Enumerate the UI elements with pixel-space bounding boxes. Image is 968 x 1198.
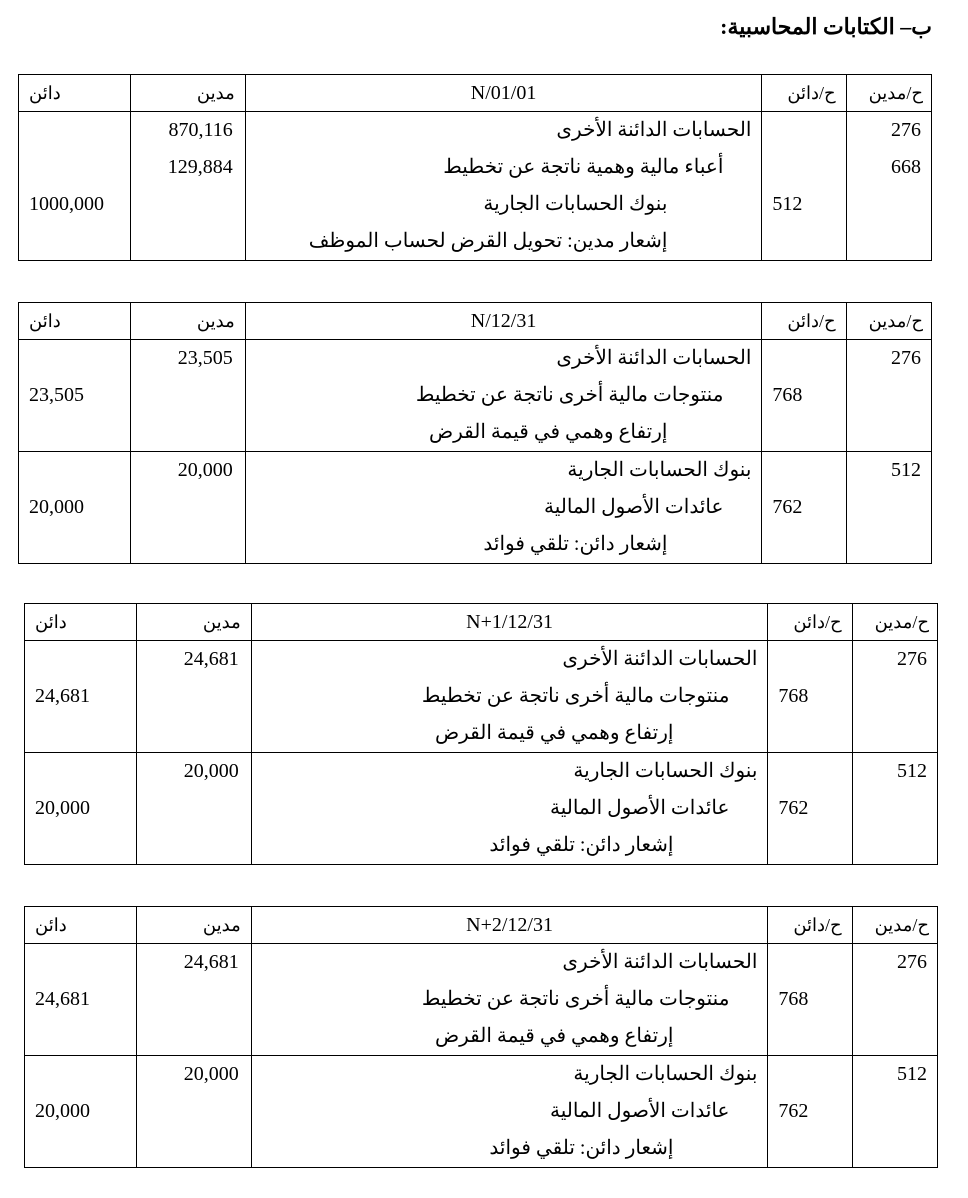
debit-account-number (847, 526, 931, 563)
debit-account-number (847, 223, 931, 260)
debit-account-number (853, 827, 937, 864)
description-line: إشعار مدين: تحويل القرض لحساب الموظف (308, 230, 668, 252)
credit-amount (19, 112, 130, 149)
credit-account-number: 768 (778, 988, 809, 1010)
journal-table (18, 302, 932, 564)
credit-account-number (762, 223, 845, 260)
entry-description-cell (245, 452, 762, 564)
debit-account-cell (852, 1056, 937, 1168)
column-header-credit: دائن (25, 907, 137, 944)
credit-account-number (762, 414, 845, 451)
debit-account-number (853, 678, 937, 715)
credit-amount-cell (19, 340, 131, 452)
credit-amount (25, 1018, 136, 1055)
credit-account-number (768, 1056, 851, 1093)
debit-amount: 20,000 (183, 760, 239, 782)
column-header-debit-account: ح/مدين (846, 75, 931, 112)
description-line: عائدات الأصول المالية (549, 1100, 730, 1122)
debit-amount-cell (137, 1056, 251, 1168)
description-line: بنوك الحسابات الجارية (573, 1063, 758, 1085)
debit-account-number (853, 790, 937, 827)
section-heading: ب– الكتابات المحاسبية: (720, 14, 932, 39)
debit-amount (137, 678, 250, 715)
debit-amount-cell (137, 753, 251, 865)
journal-entry-row (25, 1056, 938, 1168)
debit-amount (137, 790, 250, 827)
credit-amount (25, 753, 136, 790)
debit-amount-cell (137, 944, 251, 1056)
description-line: الحسابات الدائنة الأخرى (556, 119, 752, 141)
credit-account-number (768, 827, 851, 864)
credit-amount: 24,681 (35, 685, 90, 707)
description-line: منتوجات مالية أخرى ناتجة عن تخطيط (421, 685, 730, 707)
credit-amount (19, 452, 130, 489)
debit-amount (131, 414, 244, 451)
debit-account-number (847, 186, 931, 223)
credit-amount (25, 1130, 136, 1167)
journal-entry-row (25, 944, 938, 1056)
credit-amount (19, 223, 130, 260)
description-line: إرتفاع وهمي في قيمة القرض (434, 722, 674, 744)
debit-amount (131, 186, 244, 223)
description-line: الحسابات الدائنة الأخرى (556, 347, 752, 369)
credit-amount (25, 641, 136, 678)
debit-account-number: 276 (891, 119, 921, 141)
credit-account-number (762, 526, 845, 563)
debit-account-cell (852, 641, 937, 753)
column-header-credit-account: ح/دائن (768, 604, 852, 641)
debit-account-number (847, 489, 931, 526)
debit-amount: 20,000 (177, 459, 233, 481)
credit-amount-cell (25, 1056, 137, 1168)
credit-account-number: 762 (778, 1100, 809, 1122)
credit-account-cell (768, 641, 852, 753)
journal-date: N/01/01 (245, 75, 762, 112)
credit-amount (25, 1056, 136, 1093)
credit-amount (19, 526, 130, 563)
column-header-debit-account: ح/مدين (852, 604, 937, 641)
credit-account-number (762, 452, 845, 489)
credit-amount: 24,681 (35, 988, 90, 1010)
debit-amount (137, 1130, 250, 1167)
credit-account-number (768, 944, 851, 981)
entry-description-cell (245, 112, 762, 261)
credit-amount (19, 340, 130, 377)
debit-account-number: 512 (897, 1063, 927, 1085)
credit-amount: 1000,000 (29, 193, 104, 215)
debit-amount: 20,000 (183, 1063, 239, 1085)
debit-account-number (847, 414, 931, 451)
debit-amount-cell (131, 340, 245, 452)
debit-account-number (853, 1093, 937, 1130)
credit-amount: 20,000 (35, 1100, 90, 1122)
credit-account-number: 768 (772, 384, 803, 406)
column-header-credit-account: ح/دائن (762, 303, 846, 340)
credit-account-number (768, 753, 851, 790)
debit-account-number: 276 (897, 648, 927, 670)
description-line: الحسابات الدائنة الأخرى (562, 951, 758, 973)
debit-account-number (853, 1130, 937, 1167)
debit-amount (137, 1018, 250, 1055)
description-line: بنوك الحسابات الجارية (573, 760, 758, 782)
journal-entry-row (25, 753, 938, 865)
column-header-credit: دائن (19, 75, 131, 112)
description-line: منتوجات مالية أخرى ناتجة عن تخطيط (415, 384, 724, 406)
credit-account-cell (762, 340, 846, 452)
credit-account-number: 768 (778, 685, 809, 707)
credit-amount: 20,000 (29, 496, 84, 518)
description-line: إشعار دائن: تلقي فوائد (489, 834, 674, 856)
debit-amount: 24,681 (183, 648, 239, 670)
debit-amount: 129,884 (167, 156, 233, 178)
debit-account-number: 512 (897, 760, 927, 782)
credit-amount: 20,000 (35, 797, 90, 819)
debit-amount-cell (131, 452, 245, 564)
debit-account-cell (852, 753, 937, 865)
debit-account-cell (846, 112, 931, 261)
credit-account-number (768, 1130, 851, 1167)
journal-date: N+1/12/31 (251, 604, 768, 641)
journal-entry-row (19, 452, 932, 564)
description-line: عائدات الأصول المالية (549, 797, 730, 819)
credit-account-number (762, 149, 845, 186)
credit-amount-cell (19, 112, 131, 261)
entry-description-cell (245, 340, 762, 452)
journal-entry-row (19, 112, 932, 261)
credit-amount (25, 827, 136, 864)
credit-account-number (768, 1018, 851, 1055)
debit-account-number: 276 (897, 951, 927, 973)
credit-amount: 23,505 (29, 384, 84, 406)
credit-account-number (768, 715, 851, 752)
debit-account-number (853, 715, 937, 752)
debit-amount (131, 526, 244, 563)
column-header-credit: دائن (25, 604, 137, 641)
debit-amount (131, 223, 244, 260)
debit-account-number: 512 (891, 459, 921, 481)
credit-amount (19, 149, 130, 186)
credit-account-number: 762 (778, 797, 809, 819)
column-header-credit-account: ح/دائن (762, 75, 846, 112)
description-line: أعباء مالية وهمية ناتجة عن تخطيط (443, 156, 724, 178)
credit-account-cell (762, 112, 846, 261)
description-line: عائدات الأصول المالية (543, 496, 724, 518)
credit-account-number (762, 112, 845, 149)
entry-description-cell (251, 641, 768, 753)
debit-account-number: 668 (891, 156, 921, 178)
debit-amount (137, 827, 250, 864)
description-line: الحسابات الدائنة الأخرى (562, 648, 758, 670)
column-header-debit: مدين (137, 907, 251, 944)
debit-amount (137, 1093, 250, 1130)
debit-amount: 870,116 (168, 119, 233, 141)
column-header-credit: دائن (19, 303, 131, 340)
column-header-debit: مدين (131, 303, 245, 340)
debit-account-number (853, 1018, 937, 1055)
journal-entry-row (19, 340, 932, 452)
debit-amount: 24,681 (183, 951, 239, 973)
credit-account-number: 762 (772, 496, 803, 518)
credit-account-number (762, 340, 845, 377)
debit-amount (131, 489, 244, 526)
entry-description-cell (251, 1056, 768, 1168)
credit-amount (19, 414, 130, 451)
debit-account-number (853, 981, 937, 1018)
journal-table (24, 603, 938, 865)
credit-account-cell (762, 452, 846, 564)
column-header-debit: مدين (137, 604, 251, 641)
credit-account-cell (768, 1056, 852, 1168)
column-header-debit: مدين (131, 75, 245, 112)
debit-amount (131, 377, 244, 414)
journal-table (18, 74, 932, 261)
entry-description-cell (251, 944, 768, 1056)
debit-account-number (847, 377, 931, 414)
journal-date: N+2/12/31 (251, 907, 768, 944)
column-header-credit-account: ح/دائن (768, 907, 852, 944)
entry-description-cell (251, 753, 768, 865)
credit-account-number (768, 641, 851, 678)
debit-amount (137, 715, 250, 752)
description-line: إشعار دائن: تلقي فوائد (483, 533, 668, 555)
credit-account-number: 512 (772, 193, 803, 215)
credit-account-cell (768, 944, 852, 1056)
journal-entry-row (25, 641, 938, 753)
description-line: إرتفاع وهمي في قيمة القرض (434, 1025, 674, 1047)
journal-table (24, 906, 938, 1168)
debit-account-cell (852, 944, 937, 1056)
credit-amount-cell (25, 944, 137, 1056)
journal-date: N/12/31 (245, 303, 762, 340)
debit-amount-cell (131, 112, 245, 261)
credit-amount-cell (19, 452, 131, 564)
credit-amount (25, 944, 136, 981)
description-line: بنوك الحسابات الجارية (483, 193, 668, 215)
credit-amount-cell (25, 753, 137, 865)
debit-account-number: 276 (891, 347, 921, 369)
description-line: منتوجات مالية أخرى ناتجة عن تخطيط (421, 988, 730, 1010)
debit-amount-cell (137, 641, 251, 753)
column-header-debit-account: ح/مدين (852, 907, 937, 944)
description-line: بنوك الحسابات الجارية (567, 459, 752, 481)
credit-amount-cell (25, 641, 137, 753)
debit-amount (137, 981, 250, 1018)
credit-amount (25, 715, 136, 752)
debit-account-cell (846, 340, 931, 452)
debit-amount: 23,505 (177, 347, 233, 369)
debit-account-cell (846, 452, 931, 564)
credit-account-cell (768, 753, 852, 865)
column-header-debit-account: ح/مدين (846, 303, 931, 340)
description-line: إرتفاع وهمي في قيمة القرض (428, 421, 668, 443)
description-line: إشعار دائن: تلقي فوائد (489, 1137, 674, 1159)
